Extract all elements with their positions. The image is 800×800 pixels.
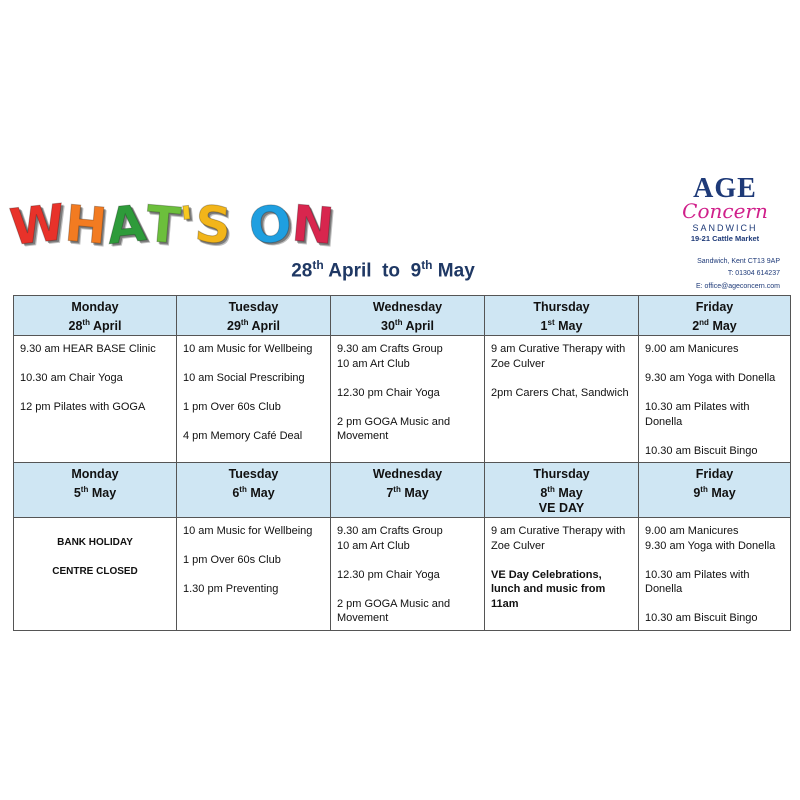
activity-item: 10.30 am Chair Yoga	[20, 372, 123, 384]
end-day: 9	[410, 260, 422, 282]
day-date: 8th May	[540, 485, 583, 501]
start-month: April	[328, 260, 372, 282]
day-name: Wednesday	[372, 467, 443, 481]
closure-notice: BANK HOLIDAY	[57, 537, 133, 548]
spacer	[645, 357, 784, 372]
start-suffix: th	[312, 258, 324, 272]
day-date: 6th May	[232, 485, 275, 501]
day-activities	[14, 336, 177, 463]
activity-item: 10.30 am Biscuit Bingo	[645, 612, 758, 624]
activity-item: 10.30 am Pilates with Donella	[645, 401, 750, 428]
day-activities	[639, 336, 791, 463]
ve-day-highlight: VE Day Celebrations, lunch and music from 11am	[491, 568, 606, 610]
activity-item: 9.00 am Manicures	[645, 525, 739, 537]
spacer	[20, 357, 170, 372]
activity-item: 4 pm Memory Café Deal	[183, 430, 303, 442]
week-activity-row	[14, 518, 791, 631]
day-activities	[485, 336, 639, 463]
day-name: Thursday	[533, 467, 590, 481]
day-name: Monday	[71, 300, 119, 314]
range-separator: to	[382, 260, 401, 282]
activity-item: 10 am Art Club	[337, 539, 410, 552]
activity-item: 12 pm Pilates with GOGA	[20, 401, 146, 413]
closure-notice: CENTRE CLOSED	[52, 565, 138, 577]
day-activities	[331, 336, 485, 463]
activity-item: 2 pm GOGA Music and Movement	[337, 597, 451, 624]
day-name: Wednesday	[372, 300, 443, 314]
day-name: Friday	[695, 300, 734, 314]
date-range-title	[0, 258, 766, 282]
logo-letter: '	[176, 195, 199, 255]
activity-item: 10 am Art Club	[337, 357, 410, 370]
spacer	[645, 597, 784, 612]
day-date: 1st May	[540, 318, 583, 334]
day-date: 30th April	[381, 318, 434, 334]
activity-item: 9.30 am Crafts Group	[337, 525, 443, 537]
activity-item: 9.30 am Crafts Group	[337, 343, 443, 355]
spacer	[645, 386, 784, 401]
spacer	[183, 386, 324, 401]
logo-letter: S	[192, 194, 234, 256]
activity-item: 9 am Curative Therapy with Zoe Culver	[491, 343, 626, 370]
schedule-table	[13, 295, 791, 631]
logo-letter: O	[246, 193, 295, 257]
spacer	[183, 568, 324, 583]
logo-letter: A	[104, 194, 149, 256]
spacer	[491, 553, 632, 568]
spacer	[645, 553, 784, 568]
whats-on-logo	[7, 190, 336, 257]
org-address-line2: Sandwich, Kent CT13 9AP	[697, 258, 780, 265]
activity-item: 10.30 am Pilates with Donella	[645, 568, 750, 595]
day-activities	[177, 518, 331, 631]
activity-item: 10 am Social Prescribing	[183, 372, 305, 384]
day-name: Monday	[71, 467, 119, 481]
day-header	[177, 463, 331, 518]
activity-item: 10.30 am Biscuit Bingo	[645, 444, 758, 457]
day-activities	[639, 518, 791, 631]
logo-letter: W	[7, 193, 69, 257]
activity-item: 1 pm Over 60s Club	[183, 554, 281, 566]
org-name-top: AGE	[693, 173, 757, 204]
day-header	[331, 296, 485, 336]
day-header	[639, 296, 791, 336]
week-header-row	[14, 296, 791, 336]
day-header	[331, 463, 485, 518]
day-activities	[177, 336, 331, 463]
activity-item: 1 pm Over 60s Club	[183, 401, 281, 413]
logo-letter: N	[289, 194, 336, 256]
activity-item: 10 am Music for Wellbeing	[183, 343, 313, 355]
spacer	[183, 415, 324, 430]
day-name: Thursday	[533, 300, 590, 314]
org-name-script: Concern	[682, 199, 768, 223]
activity-item: 12.30 pm Chair Yoga	[337, 386, 440, 399]
spacer	[20, 386, 170, 401]
day-date: 5th May	[73, 485, 117, 501]
activity-item: 9.30 am Yoga with Donella	[645, 539, 776, 552]
spacer	[183, 357, 324, 372]
activity-item: 9.00 am Manicures	[645, 343, 739, 355]
end-month: May	[437, 260, 475, 282]
day-date: 29th April	[227, 318, 280, 334]
day-activities	[485, 518, 639, 631]
day-date: 9th May	[693, 485, 736, 501]
day-date: 2nd May	[692, 318, 737, 334]
day-header	[485, 463, 639, 518]
org-phone: T: 01304 614237	[727, 270, 780, 277]
day-header	[639, 463, 791, 518]
day-name: Tuesday	[228, 300, 279, 314]
spacer	[337, 582, 478, 597]
day-activities	[331, 518, 485, 631]
day-date: 7th May	[386, 485, 429, 501]
spacer	[337, 371, 478, 386]
end-suffix: th	[421, 258, 433, 272]
spacer	[183, 539, 324, 554]
spacer	[645, 429, 784, 444]
day-header	[177, 296, 331, 336]
day-activities	[14, 518, 177, 631]
week-activity-row	[14, 336, 791, 463]
logo-letter: T	[143, 194, 183, 256]
age-concern-logo	[670, 175, 780, 243]
activity-item: 2 pm GOGA Music and Movement	[337, 415, 451, 442]
day-name: Tuesday	[228, 467, 279, 481]
activity-item: 10 am Music for Wellbeing	[183, 525, 313, 537]
start-day: 28	[291, 260, 313, 282]
activity-item: 9.30 am HEAR BASE Clinic	[20, 343, 156, 355]
day-header	[14, 296, 177, 336]
week-header-row	[14, 463, 791, 518]
activity-item: 9 am Curative Therapy with Zoe Culver	[491, 525, 626, 552]
day-date: 28th April	[68, 318, 122, 334]
day-header	[14, 463, 177, 518]
org-branch: SANDWICH	[692, 223, 758, 233]
activity-item: 12.30 pm Chair Yoga	[337, 568, 440, 581]
spacer	[491, 371, 632, 386]
activity-item: 9.30 am Yoga with Donella	[645, 372, 776, 384]
day-header	[485, 296, 639, 336]
logo-letter: H	[62, 194, 110, 256]
org-email: E: office@ageconcern.com	[695, 283, 780, 290]
day-name: Friday	[695, 467, 734, 481]
spacer	[337, 400, 478, 415]
org-address-line1: 19-21 Cattle Market	[690, 234, 760, 243]
day-extra: VE DAY	[538, 501, 585, 516]
spacer	[337, 553, 478, 568]
activity-item: 1.30 pm Preventing	[183, 583, 279, 595]
activity-item: 2pm Carers Chat, Sandwich	[491, 386, 629, 399]
